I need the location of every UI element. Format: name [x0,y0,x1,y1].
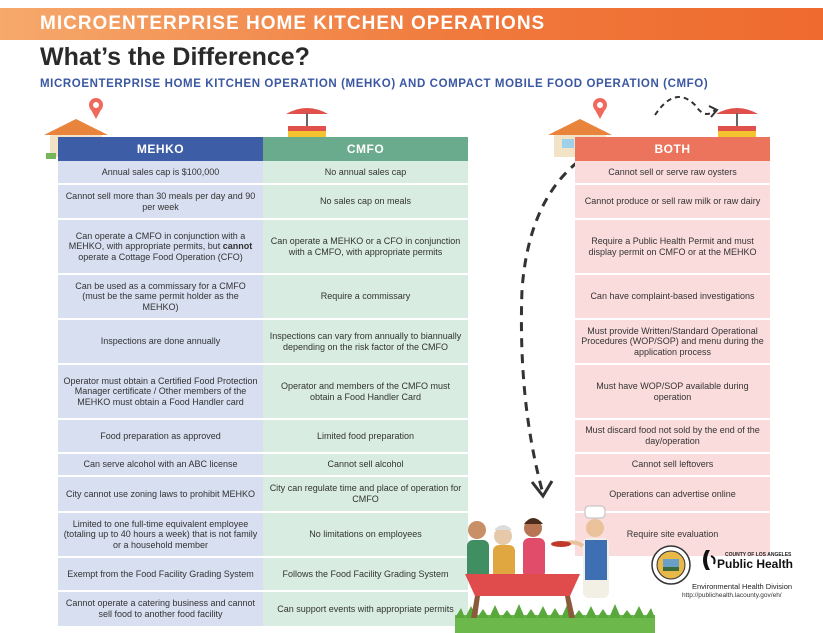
county-label: COUNTY OF LOS ANGELES [725,552,792,558]
mehko-row: Cannot sell more than 30 meals per day and 90 per week [58,185,263,220]
both-row: Require a Public Health Permit and must display permit on CMFO or at the MEHKO [575,220,770,275]
cmfo-row: City can regulate time and place of operation for CMFO [263,477,468,513]
division-label: Environmental Health Division [692,582,793,591]
county-seal-icon [651,545,691,585]
public-health-brand: Public Health [717,557,794,571]
cmfo-row: Cannot sell alcohol [263,454,468,477]
mehko-row: Exempt from the Food Facility Grading System [58,558,263,592]
cmfo-row: Inspections can vary from annually to biannually depending on the risk factor of the CMFO [263,320,468,365]
cmfo-row: Can operate a MEHKO or a CFO in conjunction with a CMFO, with appropriate permits [263,220,468,275]
public-health-logo-icon [700,548,718,572]
website-url[interactable]: http://publichealth.lacounty.gov/eh/ [682,592,782,599]
page-subtitle: MICROENTERPRISE HOME KITCHEN OPERATION (MEHKO) AND COMPACT MOBILE FOOD OPERATION (CMFO) [40,78,709,90]
both-row: Cannot produce or sell raw milk or raw dairy [575,185,770,220]
cmfo-row: Follows the Food Facility Grading System [263,558,468,592]
mehko-row: Food preparation as approved [58,420,263,454]
both-column [575,137,770,558]
banner-title: MICROENTERPRISE HOME KITCHEN OPERATIONS [40,13,546,34]
cmfo-row: No annual sales cap [263,161,468,185]
page-title: What’s the Difference? [40,43,310,71]
both-row: Cannot sell leftovers [575,454,770,477]
both-row: Must have WOP/SOP available during operation [575,365,770,420]
mehko-header: MEHKO [58,137,263,161]
both-header: BOTH [575,137,770,161]
cmfo-column [263,137,468,628]
picnic-illustration [455,500,655,633]
both-row: Must discard food not sold by the end of the day/operation [575,420,770,454]
top-banner [0,8,823,40]
cmfo-row: Operator and members of the CMFO must obtain a Food Handler Card [263,365,468,420]
mehko-row: Can be used as a commissary for a CMFO (must be the same permit holder as the MEHKO) [58,275,263,320]
mehko-row: City cannot use zoning laws to prohibit MEHKO [58,477,263,513]
both-row: Cannot sell or serve raw oysters [575,161,770,185]
mehko-row: Annual sales cap is $100,000 [58,161,263,185]
cmfo-header: CMFO [263,137,468,161]
mehko-row: Limited to one full-time equivalent employee (totaling up to 40 hours a week) that is not family or a household member [58,513,263,558]
both-row: Must provide Written/Standard Operational Procedures (WOP/SOP) and menu during the application process [575,320,770,365]
cmfo-row: Limited food preparation [263,420,468,454]
cmfo-row: Require a commissary [263,275,468,320]
mehko-column [58,137,263,628]
cmfo-row: Can support events with appropriate permits [263,592,468,628]
mehko-row: Can operate a CMFO in conjunction with a MEHKO, with appropriate permits, but cannot operate a Cottage Food Operation (CFO) [58,220,263,275]
cmfo-row: No limitations on employees [263,513,468,558]
mehko-row: Can serve alcohol with an ABC license [58,454,263,477]
mehko-row: Inspections are done annually [58,320,263,365]
cmfo-row: No sales cap on meals [263,185,468,220]
mehko-row: Operator must obtain a Certified Food Protection Manager certificate / Other members of the MEHKO must obtain a Food Handler card [58,365,263,420]
mehko-row: Cannot operate a catering business and cannot sell food to another food facility [58,592,263,628]
both-row: Can have complaint-based investigations [575,275,770,320]
both-row: Operations can advertise online [575,477,770,513]
both-row: Require site evaluation [575,513,770,558]
